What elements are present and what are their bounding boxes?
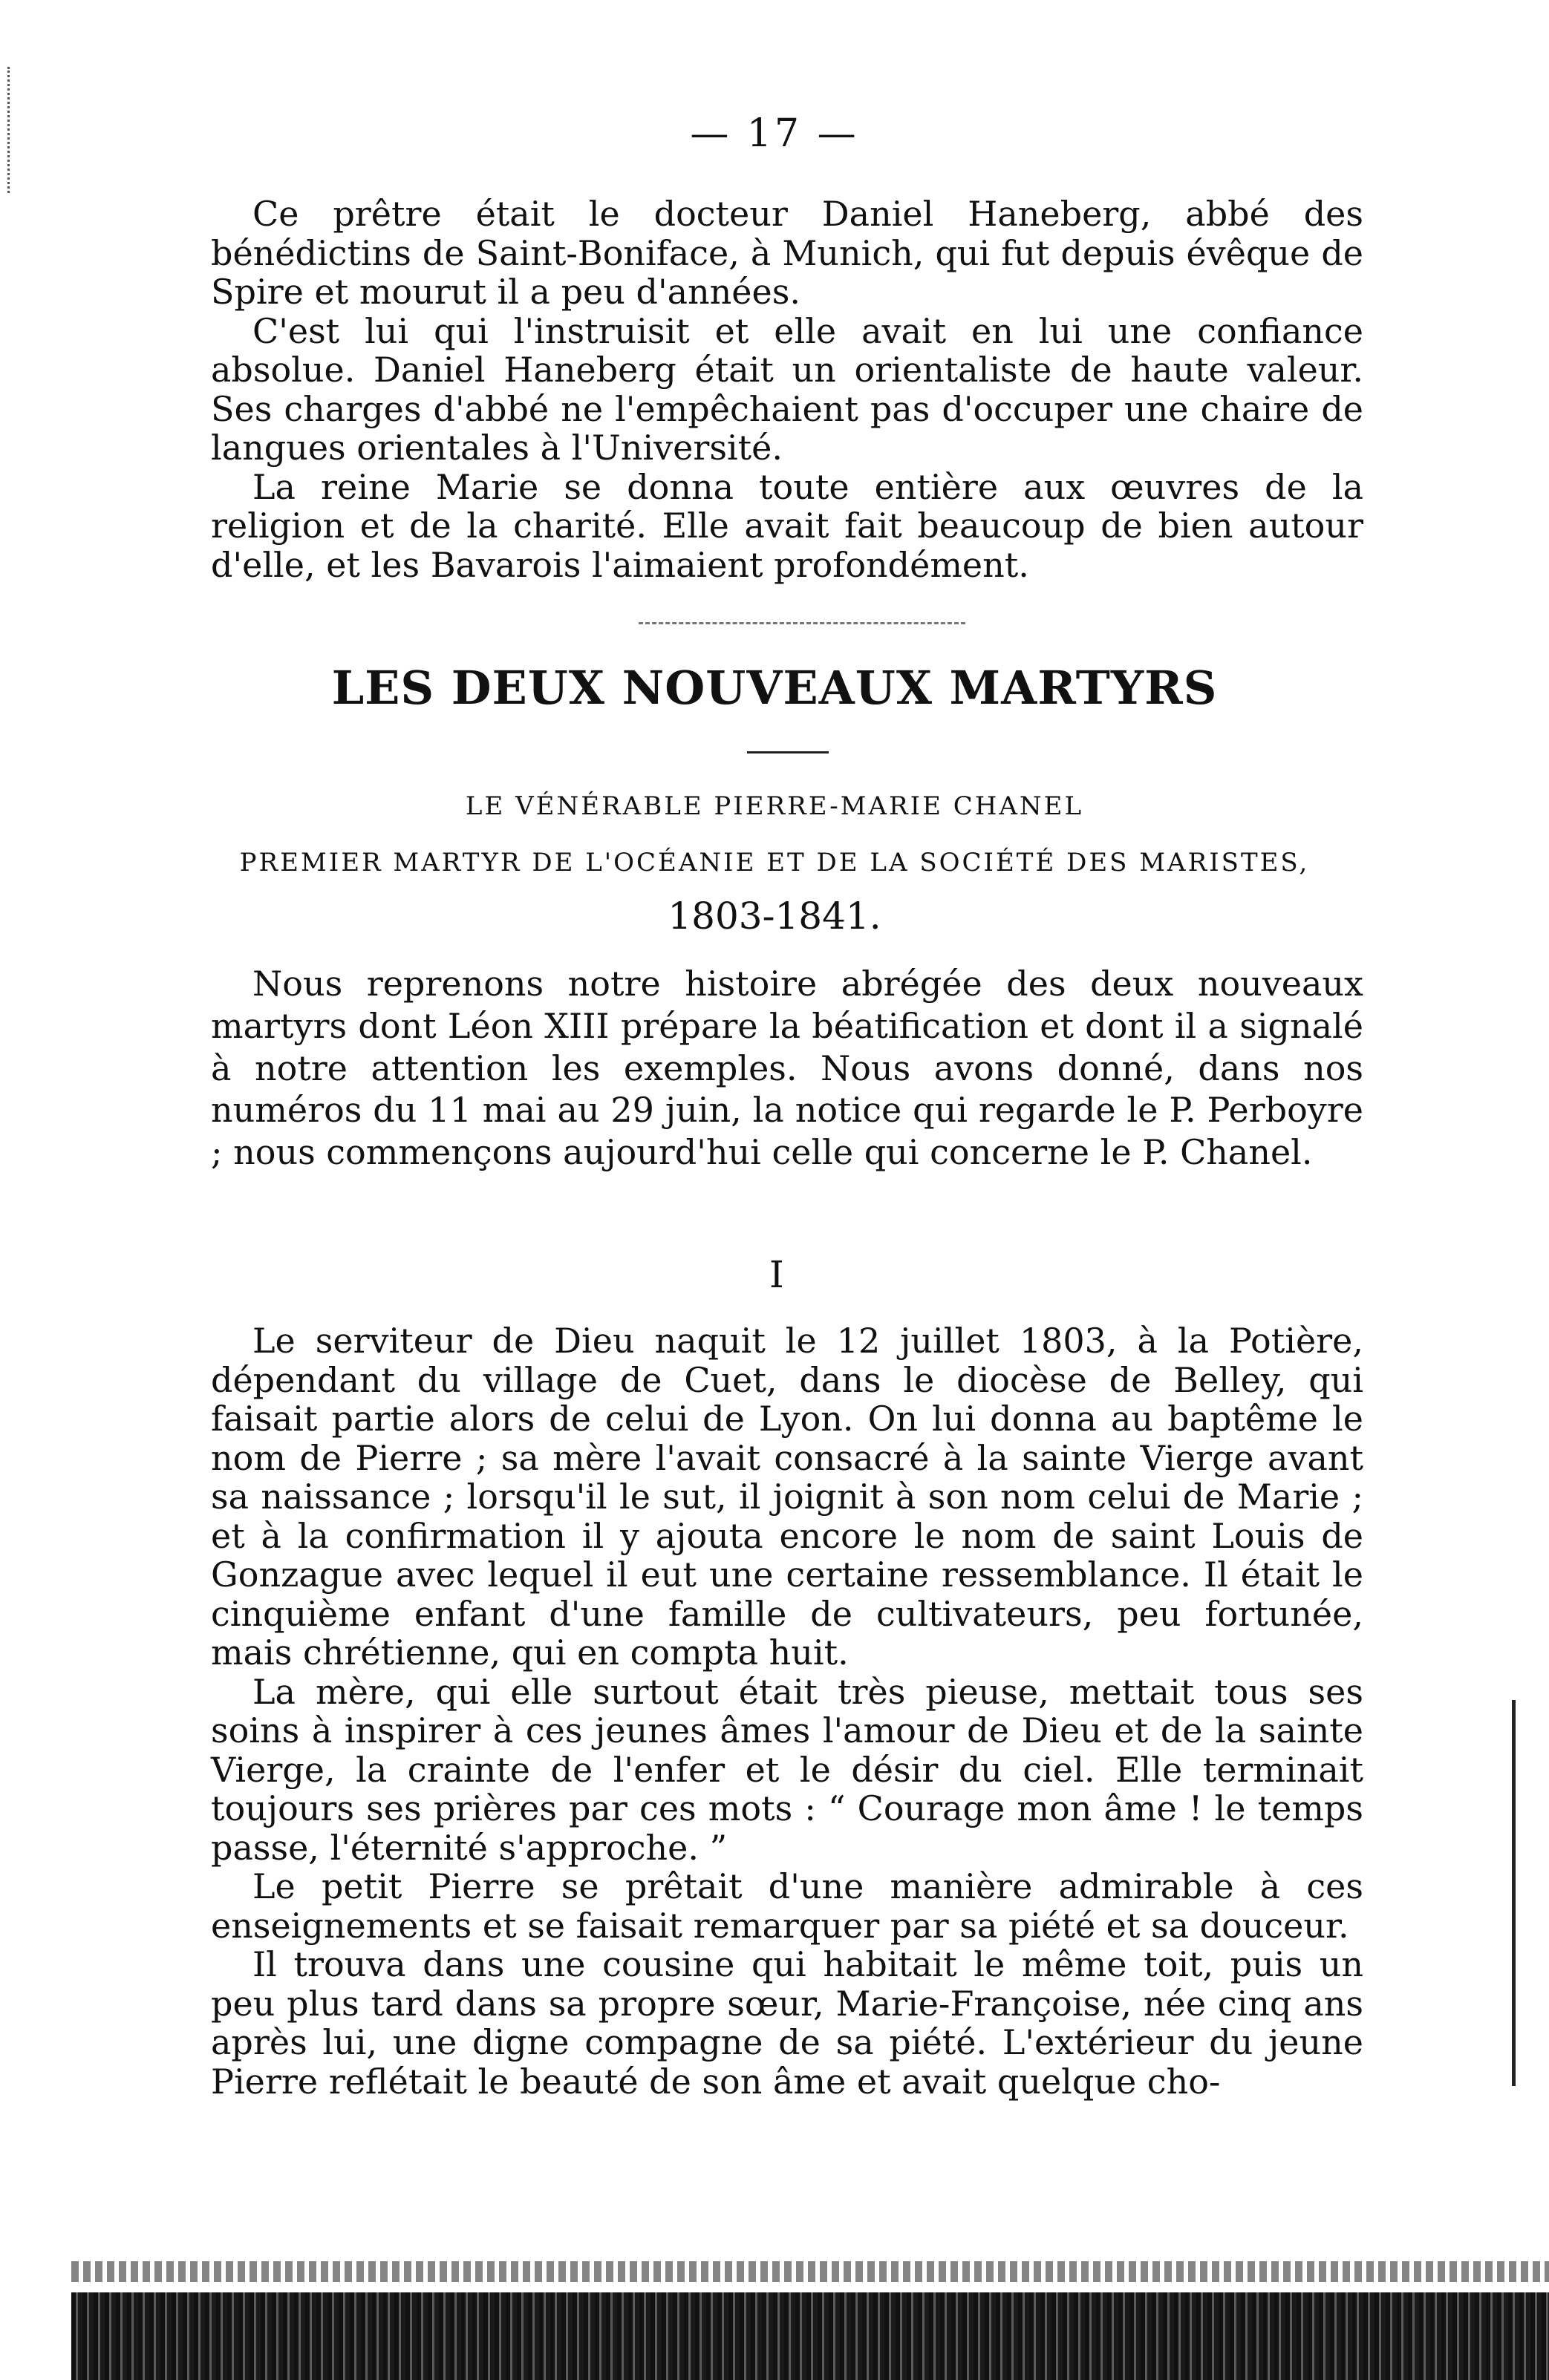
- paragraph: Il trouva dans une cousine qui habitait le même toit, puis un peu plus tard dans sa propre sœur, Marie-Françoise, née cinq ans après lui, une digne compagne de sa piété. L'extérieur du jeune Pierre reflétait le beauté de son âme et avait quelque cho-: [211, 1944, 1363, 2102]
- subtitle-description: PREMIER MARTYR DE L'OCÉANIE ET DE LA SOCIÉTÉ DES MARISTES,: [239, 848, 1310, 877]
- paragraph: La reine Marie se donna toute entière aux œuvres de la religion et de la charité. Elle avait fait beaucoup de bien autour d'elle, et les Bavarois l'aimaient profondément.: [211, 466, 1363, 585]
- scan-noise-band: [71, 2261, 1549, 2282]
- section-title: LES DEUX NOUVEAUX MARTYRS: [331, 661, 1218, 715]
- scan-edge-mark: [1512, 1700, 1516, 2086]
- page-number: — 17 —: [690, 111, 859, 156]
- paragraph: Le serviteur de Dieu naquit le 12 juillet 1803, à la Potière, dépendant du village de Cuet, dans le diocèse de Belley, qui faisait partie alors de celui de Lyon. On lui donna au baptême le nom de Pierre ; sa mère l'avait consacré à la sainte Vierge avant sa naissance ; lorsqu'il le sut, il joignit à son nom celui de Marie ; et à la confirmation il y ajouta encore le nom de saint Louis de Gonzague avec lequel il eut une certaine ressemblance. Il était le cinquième enfant d'une famille de cultivateurs, peu fortunée, mais chrétienne, qui en compta huit.: [211, 1321, 1363, 1673]
- chapter-text-block: [211, 1321, 1363, 2101]
- paragraph: C'est lui qui l'instruisit et elle avait en lui une confiance absolue. Daniel Haneberg était un orientaliste de haute valeur. Ses charges d'abbé ne l'empêchaient pas d'occuper une chaire de langues orientales à l'Université.: [211, 310, 1363, 468]
- intro-paragraph: Nous reprenons notre histoire abrégée des deux nouveaux martyrs dont Léon XIII prépare la béatification et dont il a signalé à notre attention les exemples. Nous avons donné, dans nos numéros du 11 mai au 29 juin, la notice qui regarde le P. Perboyre ; nous commençons aujourd'hui celle qui concerne le P. Chanel.: [211, 964, 1363, 1173]
- scan-bottom-edge: [71, 2292, 1549, 2380]
- life-dates: 1803-1841.: [668, 895, 881, 938]
- paragraph: La mère, qui elle surtout était très pieuse, mettait tous ses soins à inspirer à ces jeunes âmes l'amour de Dieu et de la sainte Vierge, la crainte de l'enfer et le désir du ciel. Elle terminait toujours ses prières par ces mots : “ Courage mon âme ! le temps passe, l'éternité s'approche. ”: [211, 1671, 1363, 1868]
- top-text-block: [211, 194, 1363, 584]
- paragraph: Le petit Pierre se prêtait d'une manière admirable à ces enseignements et se faisait remarquer par sa piété et sa douceur.: [211, 1866, 1363, 1946]
- chapter-numeral: I: [769, 1253, 784, 1296]
- intro-block: [211, 963, 1363, 1174]
- paragraph: Ce prêtre était le docteur Daniel Haneberg, abbé des bénédictins de Saint-Boniface, à Munich, qui fut depuis évêque de Spire et mourut il a peu d'années.: [211, 194, 1363, 312]
- subtitle-name: LE VÉNÉRABLE PIERRE-MARIE CHANEL: [465, 791, 1084, 821]
- heading-rule: [747, 751, 829, 753]
- section-separator: [639, 622, 965, 627]
